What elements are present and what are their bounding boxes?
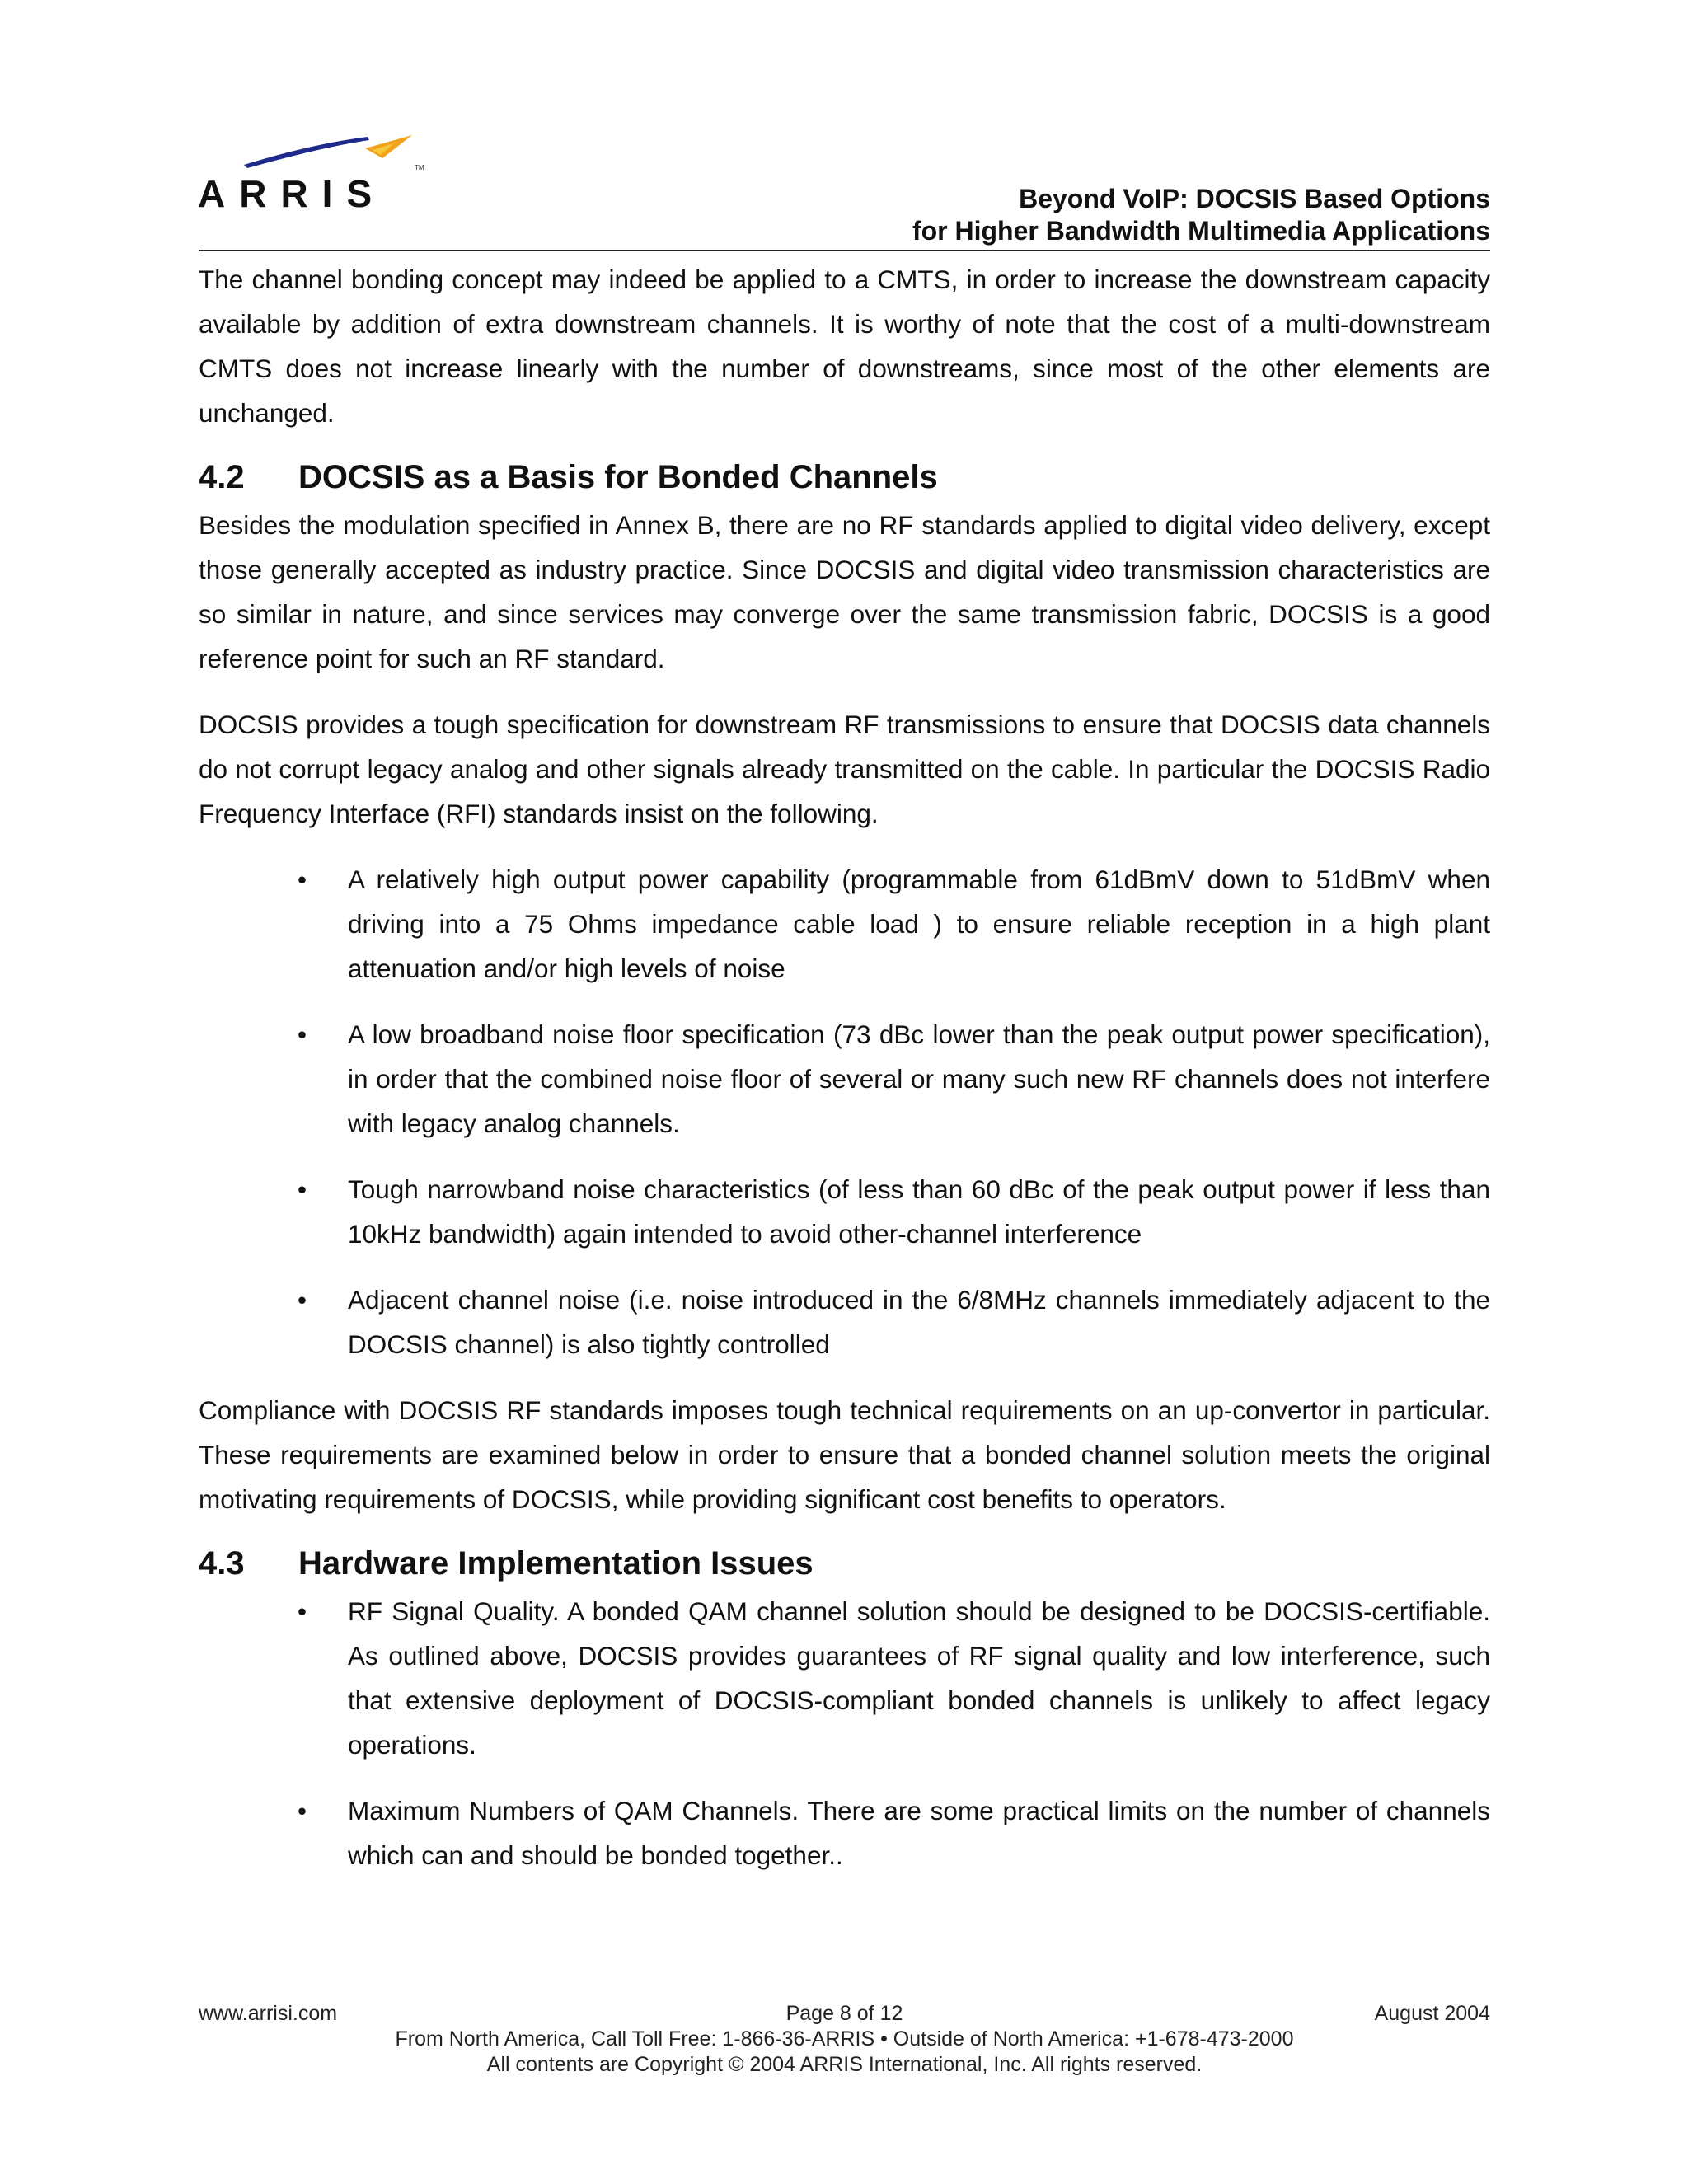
footer-contact: From North America, Call Toll Free: 1-866-36-ARRIS • Outside of North America: +1-678-473-2000 (395, 2027, 1294, 2050)
list-item-text: RF Signal Quality. A bonded QAM channel solution should be designed to be DOCSIS-certifiable. As outlined above, DOCSIS provides guarantees of RF signal quality and low interference, such that extensive deployment of DOCSIS-compliant bonded channels is unlikely to affect legacy operations. (348, 1596, 1490, 1760)
document-body (199, 257, 1490, 1899)
list-item (199, 1167, 1490, 1256)
intro-paragraph: The channel bonding concept may indeed be applied to a CMTS, in order to increase the downstream capacity available by addition of extra downstream channels. It is worthy of note that the cost of a multi-downstream CMTS does not increase linearly with the number of downstreams, since most of the other elements are unchanged. (199, 265, 1490, 428)
footer-website-link[interactable]: www.arrisi.com (199, 2002, 338, 2025)
page-footer (199, 2001, 1490, 2078)
list-item (199, 1012, 1490, 1146)
section-4-2-paragraph-3: Compliance with DOCSIS RF standards imposes tough technical requirements on an up-convertor in particular. These requirements are examined below in order to ensure that a bonded channel solution meets the original motivating requirements of DOCSIS, while providing significant cost benefits to operators. (199, 1395, 1490, 1514)
section-4-2-paragraph-1: Besides the modulation specified in Annex B, there are no RF standards applied to digital video delivery, except those generally accepted as industry practice. Since DOCSIS and digital video transmission characteristics are so similar in nature, and since services may converge over the same transmission fabric, DOCSIS is a good reference point for such an RF standard. (199, 510, 1490, 673)
bullet-icon: • (298, 865, 307, 894)
arris-logo (196, 130, 424, 215)
document-title-line1: Beyond VoIP: DOCSIS Based Options (1019, 184, 1490, 213)
arris-swoosh-icon (196, 130, 424, 215)
section-title: Hardware Implementation Issues (298, 1545, 814, 1582)
bullet-icon: • (298, 1285, 307, 1315)
header-divider (199, 250, 1490, 251)
section-heading-4-3 (199, 1543, 1490, 1584)
list-item-text: A low broadband noise floor specification (73 dBc lower than the peak output power specification), in order that the combined noise floor of several or many such new RF channels does not interfere with legacy analog channels. (348, 1019, 1490, 1138)
list-item-text: A relatively high output power capability (programmable from 61dBmV down to 51dBmV when driving into a 75 Ohms impedance cable load ) to ensure reliable reception in a high plant attenuation and/or high levels of noise (348, 865, 1490, 983)
list-item (199, 1788, 1490, 1877)
rfi-requirements-list (199, 857, 1490, 1366)
document-title (912, 183, 1490, 247)
bullet-icon: • (298, 1796, 307, 1825)
document-title-line2: for Higher Bandwidth Multimedia Applications (912, 216, 1490, 246)
footer-page-number: Page 8 of 12 (785, 2002, 903, 2025)
svg-text:TM: TM (415, 164, 424, 171)
footer-date: August 2004 (1374, 2002, 1490, 2025)
hardware-issues-list (199, 1589, 1490, 1877)
list-item (199, 1277, 1490, 1366)
list-item (199, 857, 1490, 991)
logo-wordmark: ARRIS (198, 172, 387, 215)
list-item-text: Adjacent channel noise (i.e. noise introduced in the 6/8MHz channels immediately adjacent to the DOCSIS channel) is also tightly controlled (348, 1285, 1490, 1359)
section-heading-4-2 (199, 457, 1490, 498)
bullet-icon: • (298, 1019, 307, 1049)
section-4-2-paragraph-2: DOCSIS provides a tough specification for downstream RF transmissions to ensure that DOCSIS data channels do not corrupt legacy analog and other signals already transmitted on the cable. In particular the DOCSIS Radio Frequency Interface (RFI) standards insist on the following. (199, 710, 1490, 828)
list-item-text: Maximum Numbers of QAM Channels. There are some practical limits on the number of channels which can and should be bonded together.. (348, 1796, 1490, 1870)
section-number: 4.2 (199, 459, 245, 495)
section-title: DOCSIS as a Basis for Bonded Channels (298, 459, 938, 495)
list-item-text: Tough narrowband noise characteristics (of less than 60 dBc of the peak output power if less than 10kHz bandwidth) again intended to avoid other-channel interference (348, 1174, 1490, 1249)
section-number: 4.3 (199, 1545, 245, 1582)
list-item (199, 1589, 1490, 1767)
footer-copyright: All contents are Copyright © 2004 ARRIS International, Inc. All rights reserved. (486, 2053, 1203, 2076)
bullet-icon: • (298, 1596, 307, 1626)
bullet-icon: • (298, 1174, 307, 1204)
